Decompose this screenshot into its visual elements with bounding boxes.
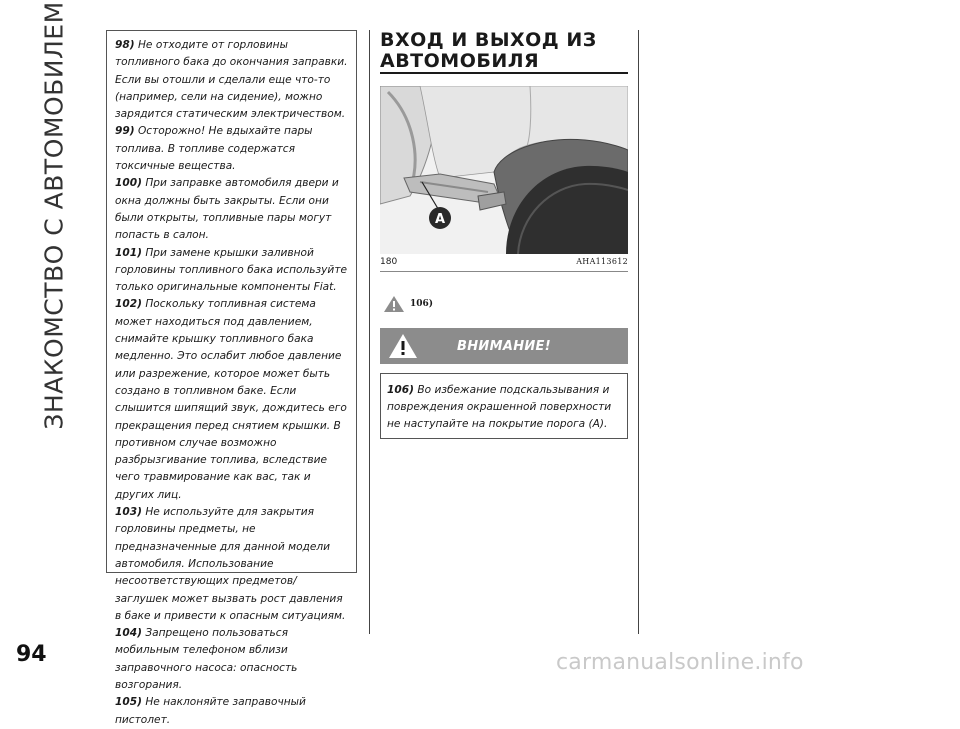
chapter-side-title <box>28 0 80 430</box>
attention-header-text: ВНИМАНИЕ! <box>457 338 551 354</box>
column-divider-left <box>369 30 370 634</box>
warning-text: Поскольку топливная система может находиться под давлением, снимайте крышку топливного бака медленно. Это ослабит любое давление или разрежение, которое может быть создано в топливном баке. Если слышится шипящий звук, дождитесь его прекращения перед снятием крышки. В противном случае возможно разбрызгивание топлива, вследствие чего травмирование как вас, так и других лиц. <box>115 298 347 501</box>
warning-text: Не отходите от горловины топливного бака до окончания заправки. Если вы отошли и сделали еще что-то (например, сели на сидение), можно зарядится статическим электричеством. <box>115 39 348 121</box>
warning-item <box>115 123 350 175</box>
warning-number: 105) <box>115 696 142 709</box>
warning-text: При замене крышки заливной горловины топливного бака используйте только оригинальные компоненты Fiat. <box>115 246 348 294</box>
warning-number: 102) <box>115 298 142 311</box>
attention-body <box>380 373 628 439</box>
warning-number: 100) <box>115 177 142 190</box>
warning-item <box>115 245 350 297</box>
warning-text: Не наклоняйте заправочный пистолет. <box>115 696 306 726</box>
sill-illustration <box>380 86 628 254</box>
warning-item <box>115 37 350 123</box>
warning-reference <box>383 293 433 315</box>
warning-item <box>115 625 350 694</box>
warning-text: Не используйте для закрытия горловины предметы, не предназначенные для данной модели автомобиля. Использование несоответствующих предметов/заглушек может вызвать рост давления в баке и привести к опасным ситуациям. <box>115 506 346 622</box>
warning-number: 99) <box>115 125 135 138</box>
attention-header <box>380 328 628 364</box>
watermark: carmanualsonline.info <box>556 650 804 675</box>
attention-number: 106) <box>387 384 414 396</box>
warning-number: 104) <box>115 627 142 640</box>
reference-number: 106) <box>410 299 434 309</box>
attention-item <box>387 382 621 433</box>
warning-number: 101) <box>115 246 142 259</box>
warning-triangle-icon <box>383 295 405 313</box>
section-title <box>380 30 628 72</box>
warning-item <box>115 296 350 504</box>
title-underline <box>380 72 628 74</box>
warning-text: Осторожно! Не вдыхайте пары топлива. В топливе содержатся токсичные вещества. <box>115 125 313 173</box>
section-title-line1: ВХОД И ВЫХОД ИЗ <box>380 29 597 51</box>
figure-caption <box>380 257 628 271</box>
warning-text: Запрещено пользоваться мобильным телефоном вблизи заправочного насоса: опасность возгорания. <box>115 627 298 691</box>
column-divider-right <box>638 30 639 634</box>
figure-number: 180 <box>380 257 398 267</box>
attention-text: Во избежание подскальзывания и повреждения окрашенной поверхности не наступайте на покрытие порога (A). <box>387 384 612 430</box>
fuel-warnings-box <box>106 30 357 726</box>
callout-label: A <box>434 212 446 227</box>
figure-rule <box>380 271 628 272</box>
warning-number: 98) <box>115 39 135 51</box>
section-title-line2: АВТОМОБИЛЯ <box>380 50 540 72</box>
warning-number: 103) <box>115 506 142 519</box>
figure-code: AHA113612 <box>576 257 628 266</box>
page-number: 94 <box>16 642 47 667</box>
chapter-side-title-text: ЗНАКОМСТВО С АВТОМОБИЛЕМ <box>39 0 69 430</box>
warning-text: При заправке автомобиля двери и окна должны быть закрыты. Если они были открыты, топливные пары могут попасть в салон. <box>115 177 339 242</box>
warning-item <box>115 694 350 729</box>
warning-item <box>115 175 350 244</box>
warning-item <box>115 504 350 625</box>
sill-figure <box>380 86 628 254</box>
